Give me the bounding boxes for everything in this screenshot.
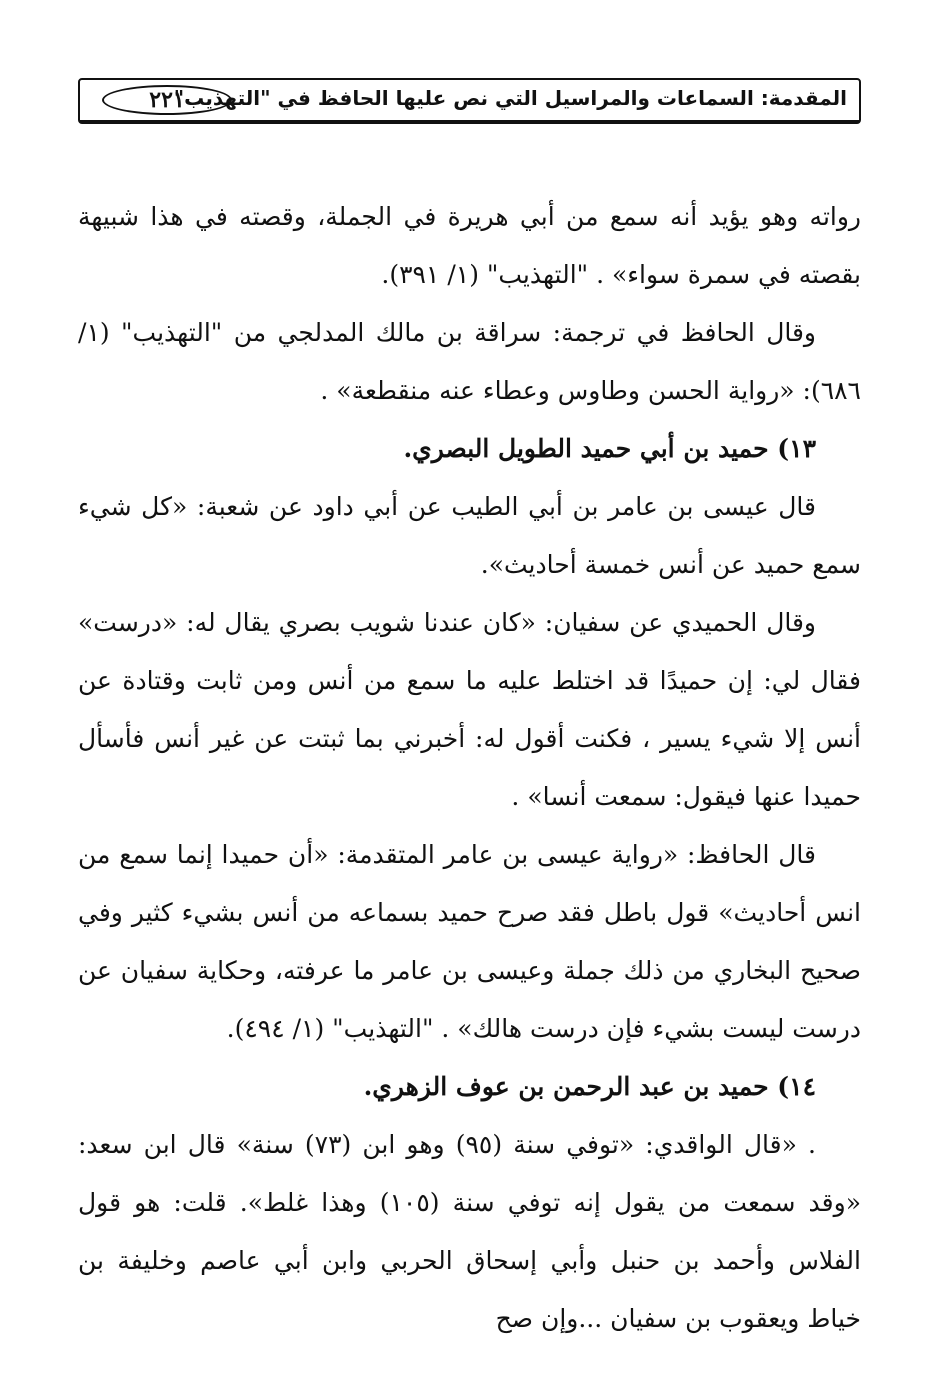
paragraph-2: وقال الحافظ في ترجمة: سراقة بن مالك المدلجي من "التهذيب" (١/ ٦٨٦): «رواية الحسن وطاوس وعطاء عنه منقطعة» . bbox=[78, 318, 861, 405]
paragraph-5: قال الحافظ: «رواية عيسى بن عامر المتقدمة: «أن حميدا إنما سمع من انس أحاديث» قول باطل فقد صرح حميد بسماعه من أنس بشيء كثير وفي صحيح البخاري من ذلك جملة وعيسى بن عامر ما عرفته، وحكاية سفيان عن درست ليست بشيء فإن درست هالك» . "التهذيب" (١/ ٤٩٤). bbox=[78, 840, 861, 1043]
paragraph-3: قال عيسى بن عامر بن أبي الطيب عن أبي داود عن شعبة: «كل شيء سمع حميد عن أنس خمسة أحاديث». bbox=[78, 492, 861, 579]
paragraph-4: وقال الحميدي عن سفيان: «كان عندنا شويب بصري يقال له: «درست» فقال لي: إن حميدًا قد اختلط عليه ما سمع من أنس ومن ثابت وقتادة عن أنس إلا شيء يسير ، فكنت أقول له: أخبرني بما ثبتت عن غير أنس فأسأل حميدا عنها فيقول: سمعت أنسا» . bbox=[78, 608, 861, 811]
section-heading-13: ١٣) حميد بن أبي حميد الطويل البصري. bbox=[403, 434, 816, 463]
page-number: ٢٢١ bbox=[102, 85, 232, 115]
header-title: المقدمة: السماعات والمراسيل التي نص عليها الحافظ في "التهذيب" bbox=[173, 86, 847, 110]
paragraph-6: . «قال الواقدي: «توفي سنة (٩٥) وهو ابن (٧٣) سنة» قال ابن سعد: «وقد سمعت من يقول إنه توفي سنة (١٠٥) وهذا غلط». قلت: هو قول الفلاس وأحمد بن حنبل وأبي إسحاق الحربي وابن أبي عاصم وخليفة بن خياط ويعقوب بن سفيان ...وإن صح bbox=[78, 1130, 861, 1333]
page-body bbox=[78, 188, 861, 1348]
page-header bbox=[78, 78, 861, 124]
section-heading-14: ١٤) حميد بن عبد الرحمن بن عوف الزهري. bbox=[363, 1072, 816, 1101]
paragraph-1: رواته وهو يؤيد أنه سمع من أبي هريرة في الجملة، وقصته في هذا شبيهة بقصته في سمرة سواء» . "التهذيب" (١/ ٣٩١). bbox=[78, 202, 861, 289]
